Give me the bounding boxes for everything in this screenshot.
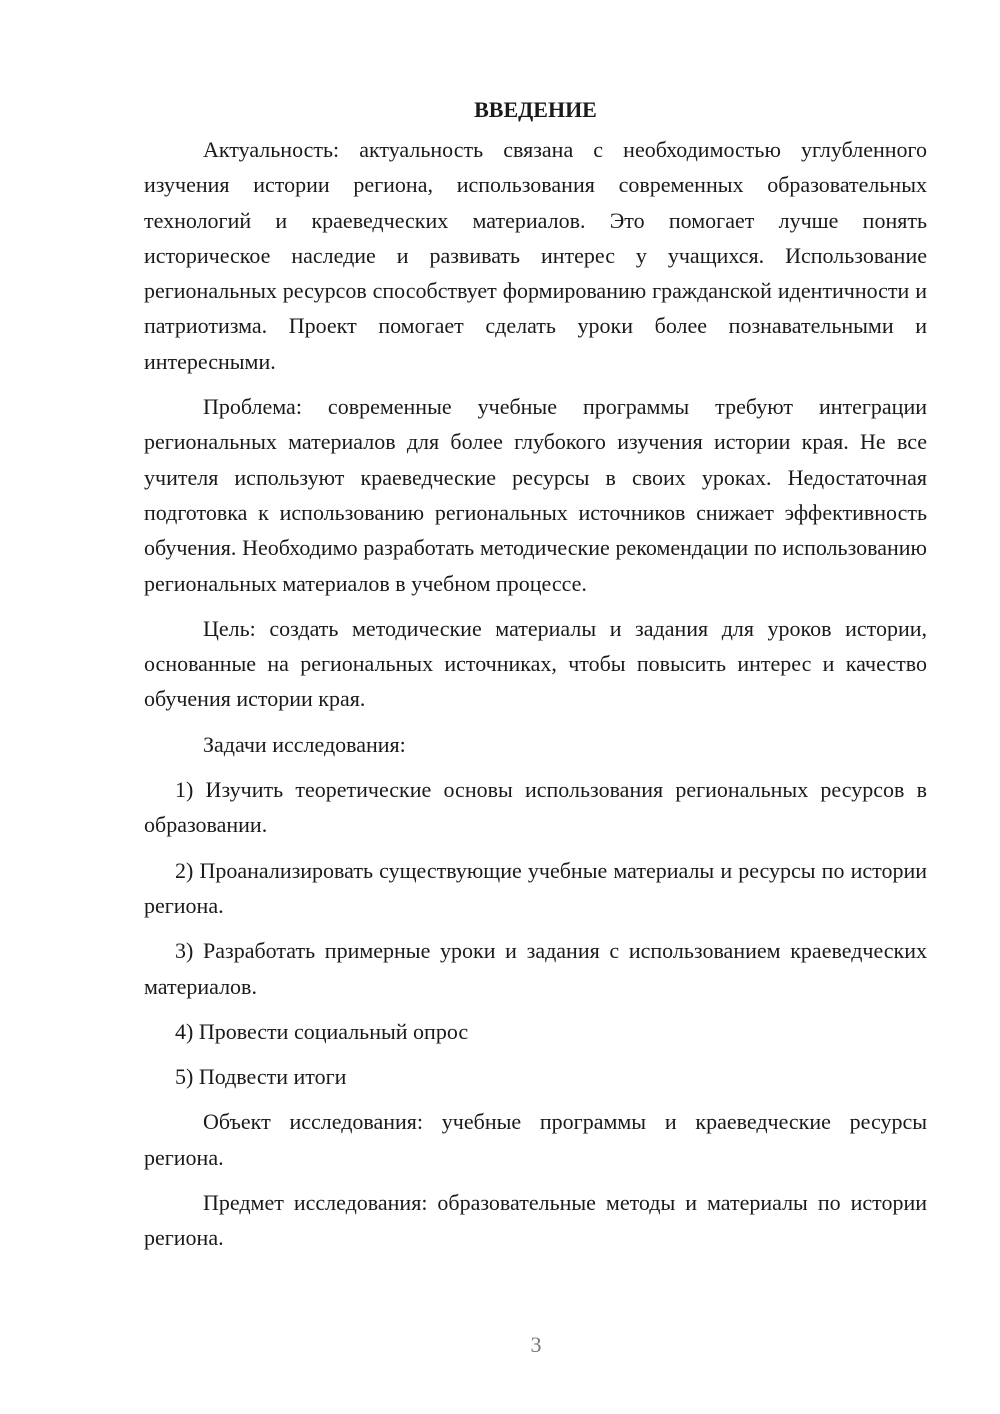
task-item-2: 2) Проанализировать существующие учебные материалы и ресурсы по истории региона.: [144, 857, 927, 918]
page-body: [144, 92, 927, 1266]
task-item-5: 5) Подвести итоги: [175, 1064, 347, 1090]
section-heading: ВВЕДЕНИЕ: [474, 97, 597, 122]
task-item-1: 1) Изучить теоретические основы использования региональных ресурсов в образовании.: [144, 777, 927, 838]
page-number: 3: [530, 1332, 542, 1357]
subject-paragraph: Предмет исследования: образовательные методы и материалы по истории региона.: [144, 1190, 927, 1251]
task-item-3: 3) Разработать примерные уроки и задания с использованием краеведческих материалов.: [144, 938, 927, 999]
task-item-4: 4) Провести социальный опрос: [175, 1018, 469, 1044]
goal-paragraph: Цель: создать методические материалы и задания для уроков истории, основанные на региональных источниках, чтобы повысить интерес и качество обучения истории края.: [144, 615, 927, 712]
tasks-title: Задачи исследования:: [203, 731, 406, 757]
object-paragraph: Объект исследования: учебные программы и краеведческие ресурсы региона.: [144, 1109, 927, 1170]
relevance-paragraph: Актуальность: актуальность связана с необходимостью углубленного изучения истории региона, использования современных образовательных технологий и краеведческих материалов. Это помогает лучше понять историческое наследие и развивать интерес у учащихся. Использование региональных ресурсов способствует формированию гражданской идентичности и патриотизма. Проект помогает сделать уроки более познавательными и интересными.: [144, 137, 927, 374]
problem-paragraph: Проблема: современные учебные программы требуют интеграции региональных материалов для более глубокого изучения истории края. Не все учителя используют краеведческие ресурсы в своих уроках. Недостаточная подготовка к использованию региональных источников снижает эффективность обучения. Необходимо разработать методические рекомендации по использованию региональных материалов в учебном процессе.: [144, 394, 927, 596]
